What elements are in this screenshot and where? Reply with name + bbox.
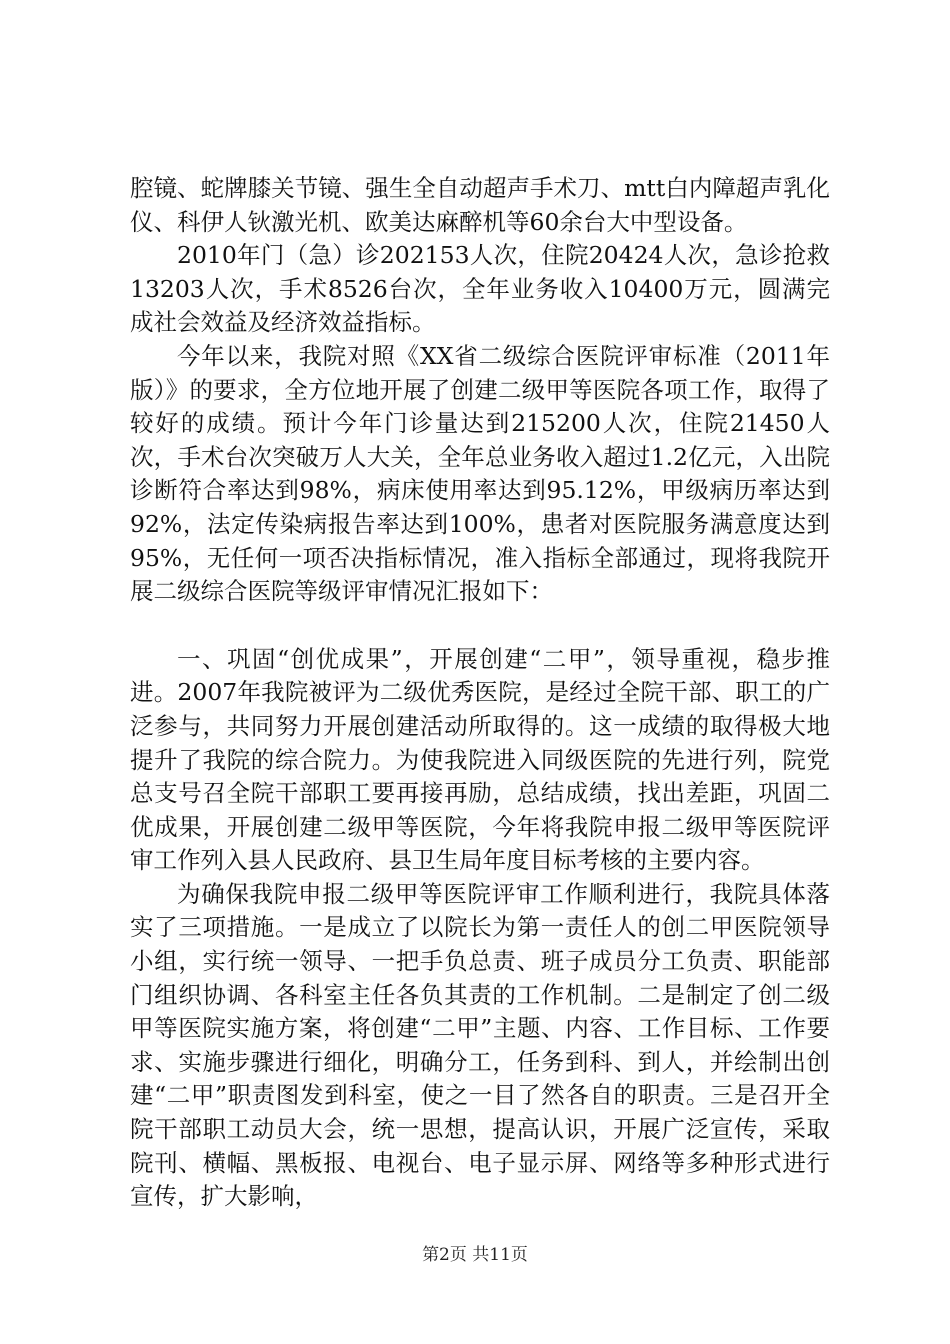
paragraph-equipment: 腔镜、蛇牌膝关节镜、强生全自动超声手术刀、mtt白内障超声乳化仪、科伊人钬激光机、欧美达麻醉机等60余台大中型设备。	[130, 174, 830, 236]
document-body	[130, 172, 830, 1214]
paragraph-this-year-summary: 今年以来，我院对照《XX省二级综合医院评审标准（2011年版）》的要求，全方位地开展了创建二级甲等医院各项工作，取得了较好的成绩。预计今年门诊量达到215200人次，住院21450人次，手术台次突破万人大关，全年总业务收入超过1.2亿元，入出院诊断符合率达到98%，病床使用率达到95.12%，甲级病历率达到92%，法定传染病报告率达到100%，患者对医院服务满意度达到95%，无任何一项否决指标情况，准入指标全部通过，现将我院开展二级综合医院等级评审情况汇报如下：	[130, 341, 830, 606]
page-number-footer: 第2页 共11页	[422, 1245, 528, 1265]
paragraph-2010-statistics: 2010年门（急）诊202153人次，住院20424人次，急诊抢救13203人次，手术8526台次，全年业务收入10400万元，圆满完成社会效益及经济效益指标。	[130, 241, 830, 337]
paragraph-section-one: 一、巩固“创优成果”，开展创建“二甲”，领导重视，稳步推进。2007年我院被评为二级优秀医院，是经过全院干部、职工的广泛参与，共同努力开展创建活动所取得的。这一成绩的取得极大地提升了我院的综合院力。为使我院进入同级医院的先进行列，院党总支号召全院干部职工要再接再励，总结成绩，找出差距，巩固二优成果，开展创建二级甲等医院，今年将我院申报二级甲等医院评审工作列入县人民政府、县卫生局年度目标考核的主要内容。	[130, 644, 830, 875]
paragraph-three-measures: 为确保我院申报二级甲等医院评审工作顺利进行，我院具体落实了三项措施。一是成立了以院长为第一责任人的创二甲医院领导小组，实行统一领导、一把手负总责、班子成员分工负责、职能部门组织协调、各科室主任各负其责的工作机制。二是制定了创二级甲等医院实施方案，将创建“二甲”主题、内容、工作目标、工作要求、实施步骤进行细化，明确分工，任务到科、到人，并绘制出创建“二甲”职责图发到科室，使之一目了然各自的职责。三是召开全院干部职工动员大会，统一思想，提高认识，开展广泛宣传，采取院刊、横幅、黑板报、电视台、电子显示屏、网络等多种形式进行宣传，扩大影响，	[130, 879, 830, 1211]
